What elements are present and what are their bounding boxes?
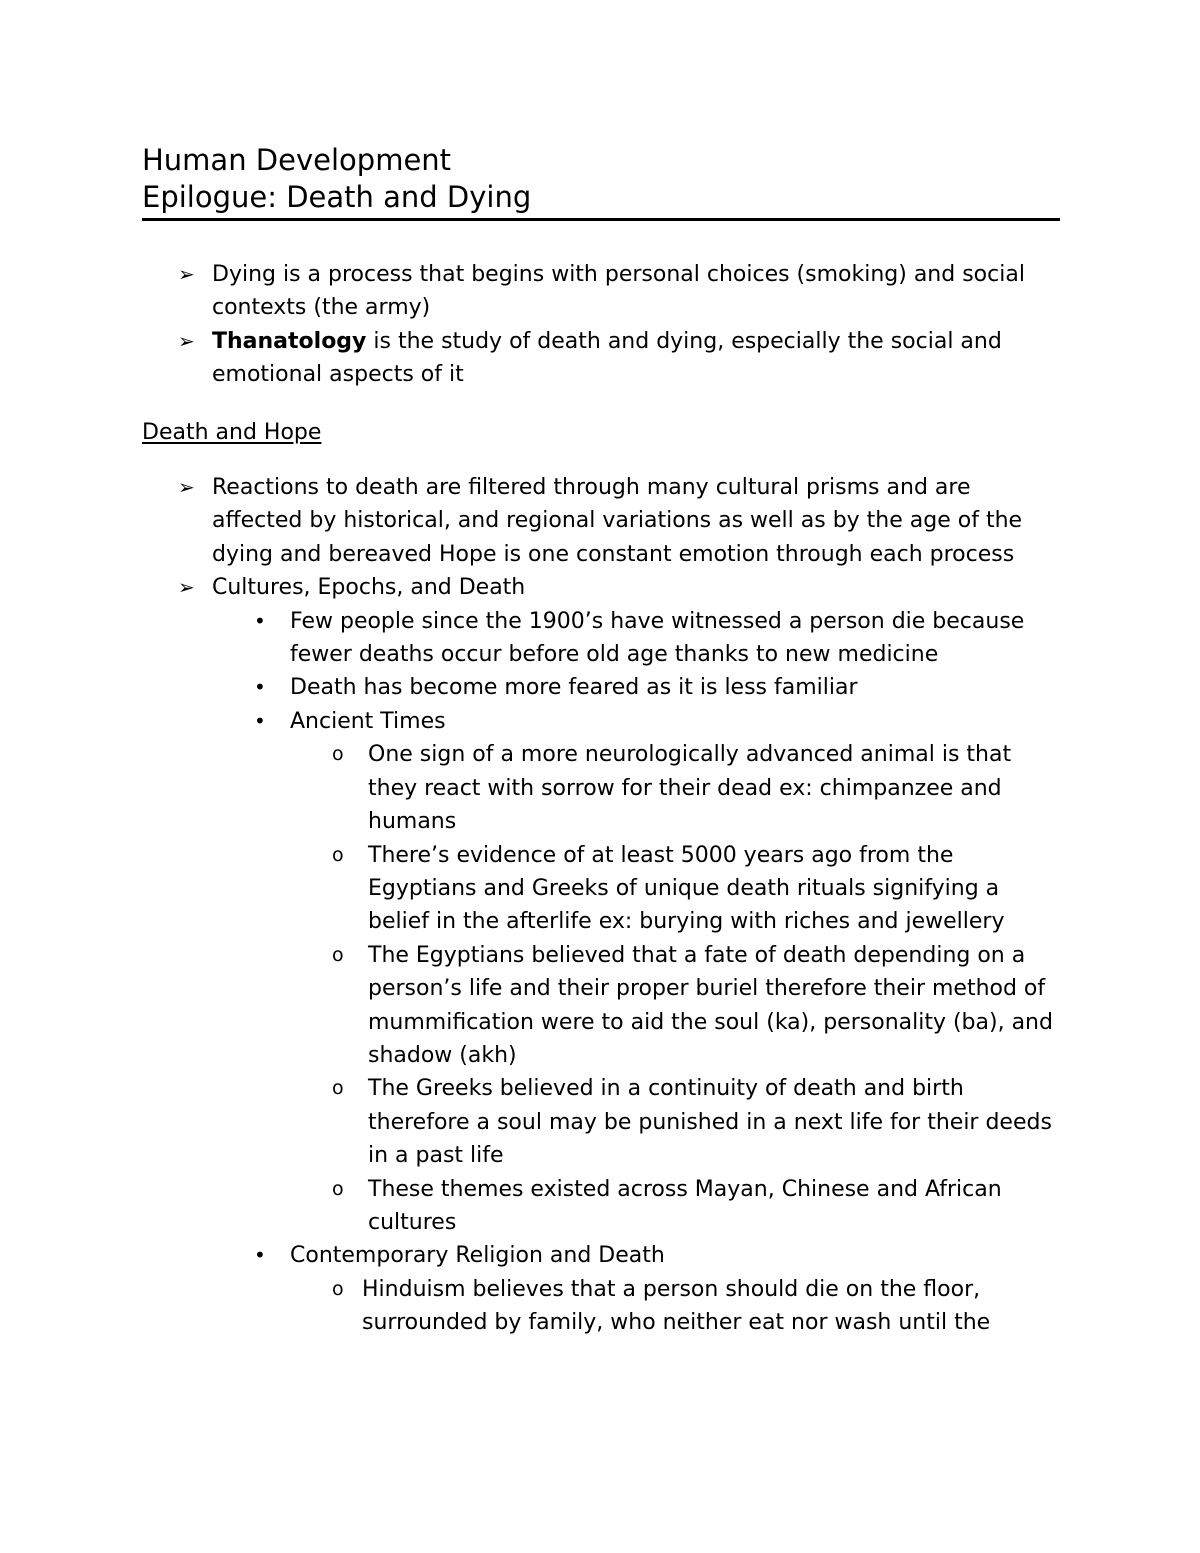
- list-item: [142, 705, 1060, 738]
- list-item: [142, 471, 1060, 571]
- list-item: [142, 1173, 1060, 1240]
- bullet-icon: •: [254, 1243, 266, 1268]
- notes-content: [142, 258, 1060, 1340]
- list-item: [142, 1072, 1060, 1172]
- list-item: [142, 1239, 1060, 1272]
- list-item: [142, 605, 1060, 672]
- document-subtitle: Epilogue: Death and Dying: [142, 180, 532, 214]
- list-item-text: The Egyptians believed that a fate of death depending on a person’s life and their proper buriel therefore their method of mummification were to aid the soul (ka), personality (ba), and shadow (akh): [368, 942, 1053, 1068]
- list-item-text: Contemporary Religion and Death: [290, 1243, 665, 1269]
- list-item-text: Reactions to death are filtered through many cultural prisms and are affected by historical, and regional variations as well as by the age of the dying and bereaved Hope is one constant emotion through each process: [212, 475, 1023, 567]
- list-item-text: Dying is a process that begins with personal choices (smoking) and social contexts (the army): [212, 262, 1025, 321]
- list-item: [142, 258, 1060, 325]
- circle-bullet-icon: o: [332, 743, 344, 766]
- title-block: [142, 142, 1060, 221]
- list-item-text: Cultures, Epochs, and Death: [212, 575, 526, 601]
- list-item-text: Ancient Times: [290, 708, 446, 734]
- circle-bullet-icon: o: [332, 943, 344, 966]
- list-item: [142, 839, 1060, 939]
- list-item: [142, 571, 1060, 604]
- circle-bullet-icon: o: [332, 843, 344, 866]
- section-heading: Death and Hope: [142, 419, 322, 445]
- list-item: [142, 671, 1060, 704]
- list-item-text: There’s evidence of at least 5000 years ago from the Egyptians and Greeks of unique death rituals signifying a belief in the afterlife ex: burying with riches and jewellery: [368, 842, 1005, 935]
- list-item-text: One sign of a more neurologically advanced animal is that they react with sorrow for their dead ex: chimpanzee and humans: [368, 742, 1012, 835]
- list-item-text: is the study of death and dying, especially the social and emotional aspects of it: [212, 328, 1002, 388]
- list-item: [142, 1273, 1060, 1340]
- list-item: [142, 738, 1060, 838]
- arrow-bullet-icon: ➢: [178, 262, 195, 286]
- list-item-text: The Greeks believed in a continuity of death and birth therefore a soul may be punished in a next life for their deeds in a past life: [368, 1076, 1052, 1169]
- bullet-icon: •: [254, 608, 266, 633]
- list-item-text: Hinduism believes that a person should die on the floor, surrounded by family, who neither eat nor wash until the: [362, 1276, 991, 1336]
- list-item-text: Death has become more feared as it is less familiar: [290, 675, 858, 701]
- arrow-bullet-icon: ➢: [178, 575, 195, 600]
- document-title: Human Development: [142, 143, 452, 177]
- arrow-bullet-icon: ➢: [178, 475, 195, 500]
- bullet-icon: •: [254, 708, 266, 733]
- arrow-bullet-icon: ➢: [178, 328, 195, 353]
- circle-bullet-icon: o: [332, 1077, 344, 1100]
- bullet-icon: •: [254, 675, 266, 700]
- list-item-text: These themes existed across Mayan, Chinese and African cultures: [368, 1176, 1002, 1235]
- list-item: [142, 325, 1060, 392]
- list-item: [142, 939, 1060, 1073]
- circle-bullet-icon: o: [332, 1277, 344, 1300]
- list-item-text: Few people since the 1900’s have witnessed a person die because fewer deaths occur before old age thanks to new medicine: [290, 608, 1025, 668]
- term-thanatology: Thanatology: [212, 328, 367, 354]
- circle-bullet-icon: o: [332, 1177, 344, 1200]
